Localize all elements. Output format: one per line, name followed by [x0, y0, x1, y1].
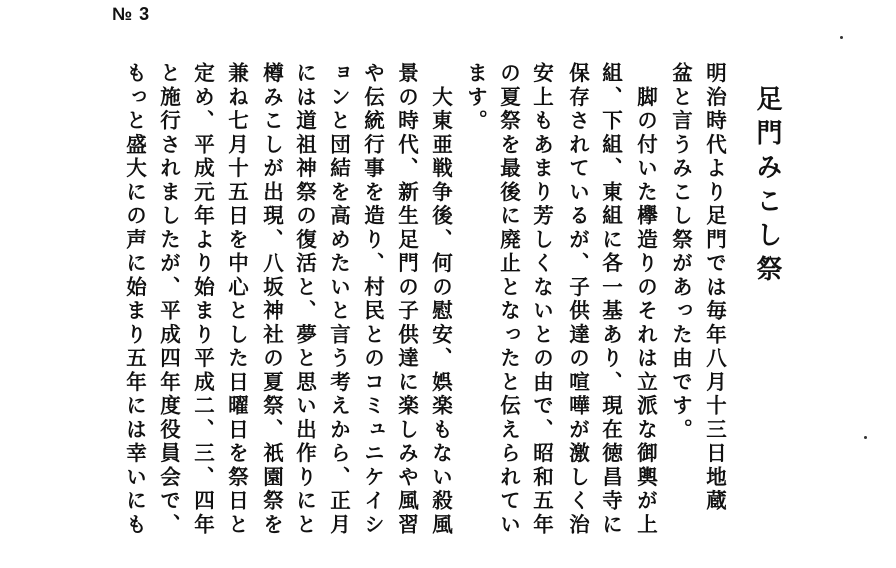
scan-speck — [840, 36, 843, 39]
text-column: ます。 — [463, 62, 488, 134]
page-number: № 3 — [112, 4, 151, 24]
text-column: 樽みこしが出現、八坂神社の夏祭、祇園祭を — [259, 62, 284, 537]
text-column: ョンと団結を高めたいと言う考えから、正月 — [326, 62, 351, 537]
text-column: 大東亜戦争後、何の慰安、娯楽もない殺風 — [428, 62, 453, 537]
text-column: 兼ね七月十五日を中心とした日曜日を祭日と — [224, 62, 249, 537]
text-column: 明治時代より足門では毎年八月十三日地蔵 — [702, 62, 727, 514]
text-column: 景の時代、新生足門の子供達に楽しみや風習 — [394, 62, 419, 537]
text-column: 盆と言うみこし祭があった由です。 — [668, 62, 693, 442]
text-column: 定め、平成元年より始まり平成二、三、四年 — [190, 62, 215, 537]
text-column: や伝統行事を造り、村民とのコミュニケイシ — [360, 62, 385, 537]
text-column: 組、下組、東組に各一基あり、現在徳昌寺に — [598, 62, 623, 537]
text-column: と施行されましたが、平成四年度役員会で、 — [156, 62, 181, 537]
scan-speck — [864, 436, 867, 439]
text-column: 保存されているが、子供達の喧嘩が激しく治 — [565, 62, 590, 537]
page-title: 足門みこし祭 — [752, 85, 782, 289]
text-column: もっと盛大にの声に始まり五年には幸いにも — [122, 62, 147, 537]
text-column: 安上もあまり芳しくないとの由で、昭和五年 — [529, 62, 554, 537]
text-column: の夏祭を最後に廃止となったと伝えられてい — [496, 62, 521, 537]
text-column: には道祖神祭の復活と、夢と思い出作りにと — [292, 62, 317, 537]
text-column: 脚の付いた欅造りのそれは立派な御輿が上 — [633, 62, 658, 537]
